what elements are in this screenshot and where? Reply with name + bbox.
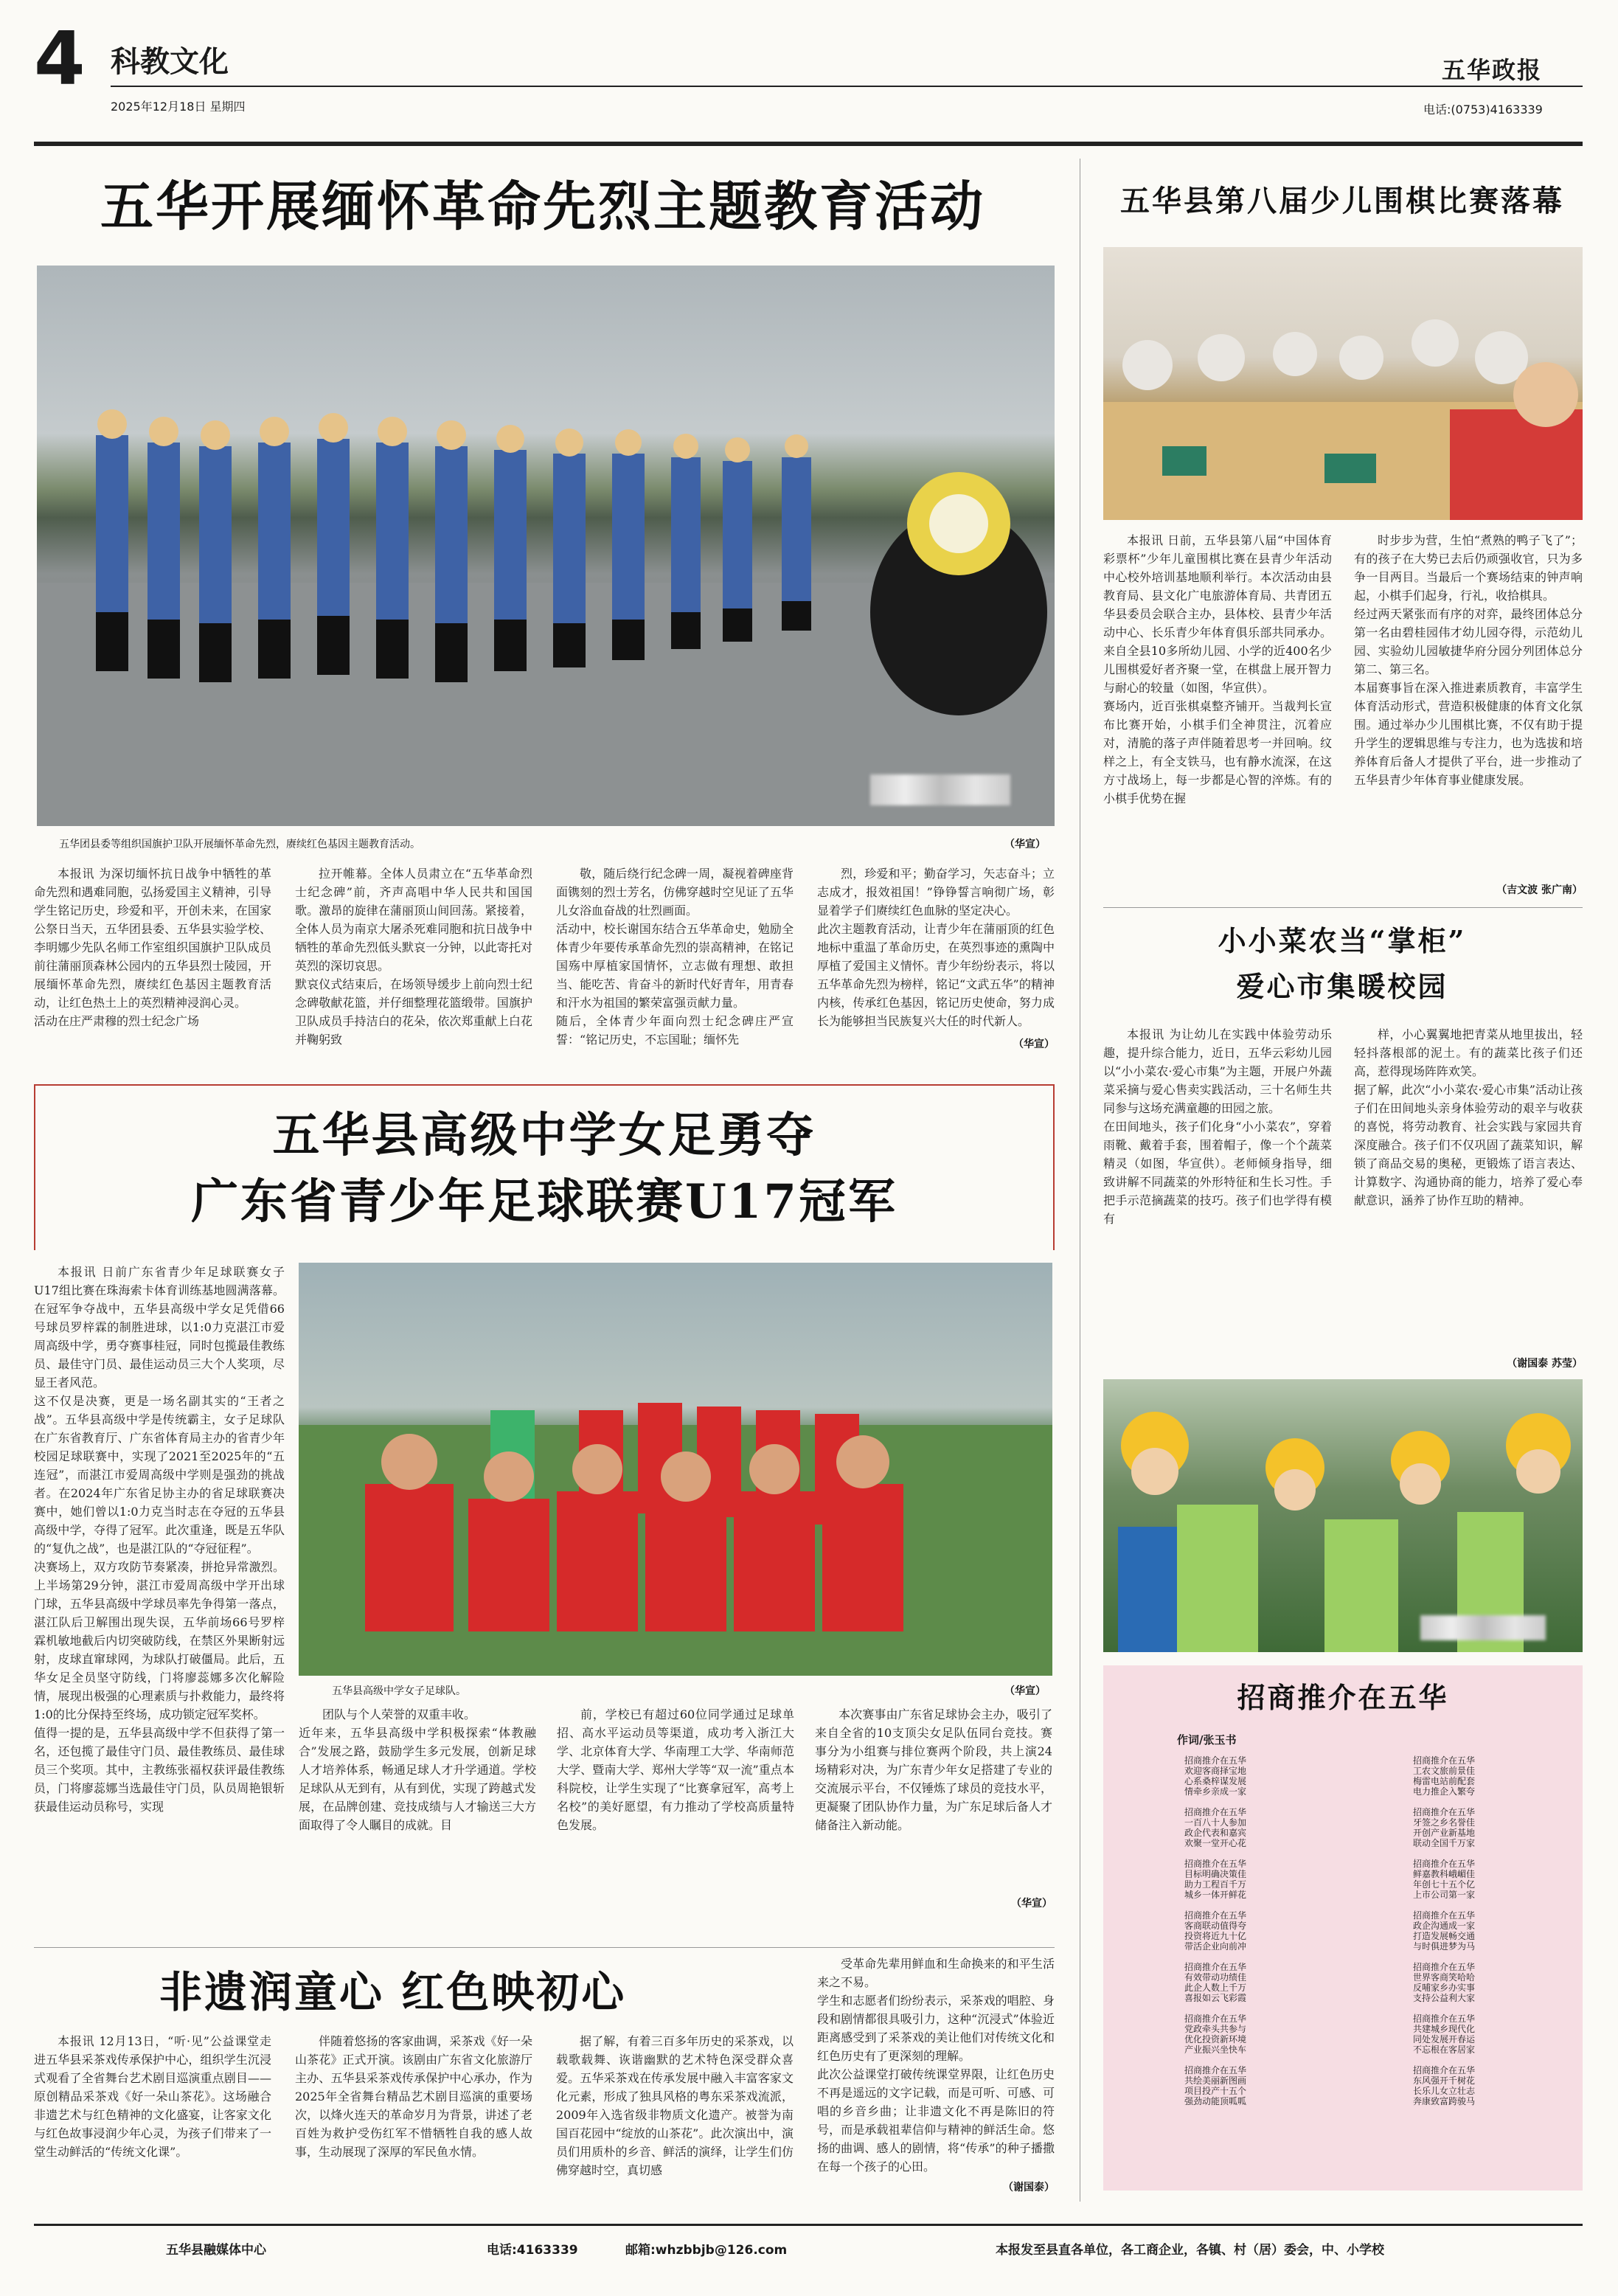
song-lyrics-col1: 招商推介在五华 欢迎客商择宝地 心系桑梓谋发展 情牵乡亲成一家 招商推介在五华 一百八十人参加 政企代表和嘉宾 欢聚一堂开心花 招商推介在五华 目标明确决策佳 助力工程百千万 城乡一体开鲜花 招商推介在五华 客商联动值得夸 投资将近九十亿 带活企业向前冲 招商推介在五华 有效带动功绩佳 此企人数上千万 喜报如云飞彩霞 招商推介在五华 党政牵头共参与 优化投资新环境 产业振兴坐快车 招商推介在五华 共绘美丽新图画 项目投产十五个 强劲动能顶呱呱 xyxy=(1184,1755,1247,2106)
footer-org: 五华县融媒体中心 xyxy=(166,2243,266,2258)
headline-opera: 非遗润童心 红色映初心 xyxy=(159,1967,627,2017)
divider-football-opera xyxy=(34,1947,1055,1948)
memorial-body-col3: 敬，随后绕行纪念碑一周，凝视着碑座背面镌刻的烈士芳名，仿佛穿越时空见证了五华儿女浴血奋战的壮烈画面。 活动中，校长谢国东结合五华革命史，勉励全体青少年要传承革命先烈的崇高精神，在铭记国殇中厚植家国情怀，立志做有理想、敢担当、能吃苦、肯奋斗的新时代好青年，用青春和汗水为祖国的繁荣富强贡献力量。 随后，全体青少年面向烈士纪念碑庄严宣誓：“铭记历史，不忘国耻；缅怀先 xyxy=(556,867,794,1047)
vegetable-body-col1: 本报讯 为让幼儿在实践中体验劳动乐趣，提升综合能力，近日，五华云彩幼儿园以“小小菜农·爱心市集”为主题，开展户外蔬菜采摘与爱心售卖实践活动，三十名师生共同参与这场充满童趣的田园之旅。 在田间地头，孩子们化身“小小菜农”，穿着雨靴、戴着手套，围着帽子，像一个个蔬菜精灵（如图，华宣供）。老师倾身指导，细致讲解不同蔬菜的外形特征和生长习性。手把手示范摘蔬菜的技巧。孩子们也学得有模有 xyxy=(1103,1027,1332,1226)
masthead-bottom-rule xyxy=(34,142,1583,146)
football-body-left: 本报讯 日前广东省青少年足球联赛女子U17组比赛在珠海索卡体育训练基地圆满落幕。在冠军争夺战中，五华县高级中学女足凭借66号球员罗梓霖的制胜进球，以1:0力克湛江市爱周高级中学，勇夺赛事桂冠，同时包揽最佳教练员、最佳守门员、最佳运动员三大个人奖项，尽显王者风范。 这不仅是决赛，更是一场名副其实的“王者之战”。五华县高级中学是传统霸主，女子足球队在广东省教育厅、广东省体育局主办的省青少年校园足球联赛中，实现了2021至2025年的“五连冠”，而湛江市爱周高级中学则是强劲的挑战者。在2024年广东省足协主办的省足球联赛决赛中，她们曾以1:0力克当时志在夺冠的五华县高级中学，夺得了冠军。此次重逢，既是五华队的“复仇之战”，也是湛江队的“夺冠征程”。 决赛场上，双方攻防节奏紧凑，拼抢异常激烈。上半场第29分钟，湛江市爱周高级中学开出球门球，五华县高级中学球员率先争得第一落点，湛江队后卫解围出现失误，五华前场66号罗梓霖机敏地截后内切突破防线，在禁区外果断射远射，皮球直窜球网，为球队打破僵局。此后，五华女足全员坚守防线，门将廖蕊娜多次化解险情，展现出极强的心理素质与扑救能力，最终将1:0的比分保持至终场，成功锁定冠军奖杯。 值得一提的是，五华县高级中学不但获得了第一名，还包揽了最佳守门员、最佳教练员、最佳球员三个奖项。其中，主教练张福权获评最佳教练员，门将廖蕊娜当选最佳守门员，队员周艳银斩获最佳运动员称号，实现 xyxy=(34,1265,285,1814)
footer-distribution: 本报发至县直各单位，各工商企业，各镇、村（居）委会，中、小学校 xyxy=(996,2243,1384,2258)
honor-guard-illustration xyxy=(37,266,1055,826)
memorial-body-col2: 拉开帷幕。全体人员肃立在“五华革命烈士纪念碑”前，齐声高唱中华人民共和国国歌。激昂的旋律在蒲丽顶山间回荡。紧接着，全体人员为南京大屠杀死难同胞和抗日战争中牺牲的革命先烈低头默哀一分钟，以此寄托对英烈的深切哀思。 默哀仪式结束后，在场领导缓步上前向烈士纪念碑敬献花篮，并仔细整理花篮缎带。国旗护卫队成员手持洁白的花朵，依次郑重献上白花并鞠躬致 xyxy=(295,867,532,1047)
masthead-phone: 电话:(0753)4163339 xyxy=(1423,103,1543,117)
photo-football-team xyxy=(299,1263,1052,1676)
opera-body-col2: 伴随着悠扬的客家曲调，采茶戏《好一朵山茶花》正式开演。该剧由广东省文化旅游厅主办、五华县采茶戏传承保护中心承办，作为2025年全省舞台精品艺术剧目巡演的重要场次，以烽火连天的革命岁月为背景，讲述了老百姓为救护受伤红军不惜牺牲自我的感人故事，生动展现了深厚的军民鱼水情。 xyxy=(295,2034,532,2159)
footer-rule xyxy=(34,2224,1583,2226)
football-team-illustration xyxy=(299,1263,1052,1676)
song-author: 作词/张玉书 xyxy=(1177,1733,1237,1747)
photo-watermark-vegetable xyxy=(1420,1615,1546,1640)
headline-go-contest: 五华县第八届少儿围棋比赛落幕 xyxy=(1120,184,1564,218)
photo-go-players xyxy=(1103,247,1583,520)
vegetable-kids-illustration xyxy=(1103,1379,1583,1652)
football-credit: （华宣） xyxy=(1011,1898,1052,1910)
go-body-col1: 本报讯 日前，五华县第八届“中国体育彩票杯”少年儿童围棋比赛在县青少年活动中心校外培训基地顺利举行。本次活动由县教育局、县文化广电旅游体育局、共青团五华县委员会联合主办，县体校、县青少年活动中心、长乐青少年体育俱乐部共同承办。来自全县10多所幼儿园、小学的近400名少儿围棋爱好者齐聚一堂，在棋盘上展开智力与耐心的较量（如图，华宣供）。 赛场内，近百张棋桌整齐铺开。当裁判长宣布比赛开始，小棋手们全神贯注，沉着应对，清脆的落子声伴随着思考一并回响。纹样之上，有全支铁马，也有静水流深，在这方寸战场上，每一步都是心智的淬炼。有的小棋手优势在握 xyxy=(1103,533,1332,805)
divider-go-vegetable xyxy=(1103,907,1583,908)
page-number: 4 xyxy=(34,15,86,102)
football-photo-credit: （华宣） xyxy=(1004,1685,1046,1697)
investment-song-box xyxy=(1103,1665,1583,2191)
section-name: 科教文化 xyxy=(111,44,229,79)
football-photo-caption: 五华县高级中学女子足球队。 xyxy=(332,1685,466,1697)
photo-honor-guard xyxy=(37,266,1055,826)
go-credit: （吉文波 张广南） xyxy=(1496,884,1583,896)
issue-date: 2025年12月18日 星期四 xyxy=(111,100,246,114)
football-body-b2: 前，学校已有超过60位同学通过足球单招、高水平运动员等渠道，成功考入浙江大学、北京体育大学、华南理工大学、华南师范大学、暨南大学、郑州大学等“双一流”重点本科院校，让学生实现了“比赛拿冠军，高考上名校”的美好愿望，有力推动了学校高质量特色发展。 xyxy=(557,1707,794,1832)
footer-email: 邮箱:whzbbjb@126.com xyxy=(625,2243,788,2258)
headline-football-1: 五华县高级中学女足勇夺 xyxy=(272,1108,816,1163)
headline-memorial: 五华开展缅怀革命先烈主题教育活动 xyxy=(100,175,985,237)
footer-phone: 电话:4163339 xyxy=(487,2243,578,2258)
football-body-b3: 本次赛事由广东省足球协会主办，吸引了来自全省的10支顶尖女足队伍同台竞技。赛事分为小组赛与排位赛两个阶段，共上演24场精彩对决，为广东青少年女足搭建了专业的交流展示平台，不仅锤炼了球员的竞技水平，更凝聚了团队协作力量，为广东足球后备人才储备注入新动能。 xyxy=(815,1707,1052,1832)
memorial-body-col1: 本报讯 为深切缅怀抗日战争中牺牲的革命先烈和遇难同胞，弘扬爱国主义精神，引导学生铭记历史，珍爱和平，开创未来，在国家公祭日当天，五华团县委、五华县实验学校、李明娜少先队名师工作室组织国旗护卫队成员前往蒲丽顶森林公园内的五华县烈士陵园，开展缅怀革命先烈，赓续红色基因主题教育活动，让红色热土上的英烈精神浸润心灵。 活动在庄严肃穆的烈士纪念广场 xyxy=(34,867,271,1028)
photo-watermark xyxy=(870,774,1010,805)
football-body-b1: 团队与个人荣誉的双重丰收。 近年来，五华县高级中学积极探索“体教融合”发展之路，鼓励学生多元发展，创新足球人才培养体系，畅通足球人才升学通道。学校足球队从无到有，从有到优，实现了跨越式发展，在品牌创建、竞技成绩与人才输送三大方面取得了令人瞩目的成就。目 xyxy=(299,1707,536,1832)
paper-name: 五华政报 xyxy=(1442,56,1543,84)
vegetable-credit: （谢国泰 苏莹） xyxy=(1507,1358,1583,1370)
headline-vegetable-2: 爱心市集暖校园 xyxy=(1236,970,1448,1003)
memorial-photo-credit: （华宣） xyxy=(1004,839,1046,850)
song-lyrics-col2: 招商推介在五华 工农文旅前景佳 梅雷电站前配套 电力推企入繁夸 招商推介在五华 牙签之乡名誉佳 开创产业新基地 联动全国千万家 招商推介在五华 鲜嘉教科峨嵋佳 年创七十五个亿 上市公司第一家 招商推介在五华 政企沟通成一家 打造发展畅交通 与时俱进梦为马 招商推介在五华 世界客商笑哈哈 反哺家乡办实事 支持公益利大家 招商推介在五华 共建城乡现代化 同处发展开春运 不忘根在客居家 招商推介在五华 东风强开千树花 长乐儿女立壮志 奔康致富跨骏马 xyxy=(1413,1755,1476,2106)
opera-body-col1: 本报讯 12月13日，“听·见”公益课堂走进五华县采茶戏传承保护中心，组织学生沉浸式观看了全省舞台艺术剧目巡演重点剧目——原创精品采茶戏《好一朵山茶花》。这场融合非遗艺术与红色精神的文化盛宴，让客家文化与红色故事浸润少年心灵，为孩子们带来了一堂生动鲜活的“传统文化课”。 xyxy=(34,2034,271,2159)
football-frame-top xyxy=(34,1084,1055,1086)
go-body-col2: 时步步为营，生怕“煮熟的鸭子飞了”；有的孩子在大势已去后仍顽强收官，只为多争一目两目。当最后一个赛场结束的钟声响起，小棋手们起身，行礼，收拾棋具。 经过两天紧张而有序的对弈，最终团体总分第一名由碧桂园伟才幼儿园夺得，示范幼儿园、实验幼儿园敏捷华府分园分列团体总分第二、第三名。 本届赛事旨在深入推进素质教育，丰富学生体育活动形式，营造积极健康的体育文化氛围。通过举办少儿围棋比赛，不仅有助于提升学生的逻辑思维与专注力，也为选拔和培养体育后备人才提供了平台，进一步推动了五华县青少年体育事业健康发展。 xyxy=(1354,533,1583,787)
headline-vegetable-1: 小小菜农当“掌柜” xyxy=(1218,924,1467,957)
memorial-photo-caption: 五华团县委等组织国旗护卫队开展缅怀革命先烈，赓续红色基因主题教育活动。 xyxy=(59,839,420,850)
song-title: 招商推介在五华 xyxy=(1237,1681,1449,1714)
photo-vegetable-kids xyxy=(1103,1379,1583,1652)
memorial-credit: （华宣） xyxy=(1013,1038,1055,1050)
masthead-rule xyxy=(111,86,1583,87)
headline-football-2: 广东省青少年足球联赛U17冠军 xyxy=(191,1174,897,1229)
opera-body-col3: 据了解，有着三百多年历史的采茶戏，以载歌载舞、诙谐幽默的艺术特色深受群众喜爱。五华采茶戏在传承发展中融入丰富客家文化元素，形成了独具风格的粤东采茶戏流派，2009年入选省级非物质文化遗产。被誉为南国百花园中“绽放的山茶花”。此次演出中，演员们用质朴的乡音、鲜活的演绎，让学生们仿佛穿越时空，真切感 xyxy=(556,2034,794,2177)
opera-body-col4: 受革命先辈用鲜血和生命换来的和平生活来之不易。 学生和志愿者们纷纷表示，采茶戏的唱腔、身段和剧情都很具吸引力，这种“沉浸式”体验近距离感受到了采茶戏的美让他们对传统文化和红色历史有了更深刻的理解。 此次公益课堂打破传统课堂界限，让红色历史不再是遥远的文字记载，而是可听、可感、可唱的乡音乡曲；让非遗文化不再是陈旧的符号，而是承载祖辈信仰与精神的鲜活生命。悠扬的曲调、感人的剧情，将“传承”的种子播撒在每一个孩子的心田。 xyxy=(817,1957,1055,2174)
go-players-illustration xyxy=(1103,247,1583,520)
memorial-body-col4: 烈，珍爱和平；勤奋学习，矢志奋斗；立志成才，报效祖国！”铮铮誓言响彻广场，彰显着学子们赓续红色血脉的坚定决心。 此次主题教育活动，让青少年在蒲丽顶的红色地标中重温了革命历史，在英烈事迹的熏陶中厚植了爱国主义情怀。青少年纷纷表示，将以五华革命先烈为榜样，铭记“文武五华”的精神内核，传承红色基因，铭记历史使命，努力成长为能够担当民族复兴大任的时代新人。 xyxy=(817,867,1055,1028)
opera-credit: （谢国泰） xyxy=(1003,2182,1055,2193)
vegetable-body-col2: 样，小心翼翼地把青菜从地里拔出，轻轻抖落根部的泥土。有的蔬菜比孩子们还高，惹得现场阵阵欢笑。 据了解，此次“小小菜农·爱心市集”活动让孩子们在田间地头亲身体验劳动的艰辛与收获的喜悦，将劳动教育、社会实践与家园共育深度融合。孩子们不仅巩固了蔬菜知识，解锁了商品交易的奥秘，更锻炼了语言表达、计算数字、沟通协商的能力，培养了爱心奉献意识，涵养了协作互助的精神。 xyxy=(1354,1027,1583,1207)
